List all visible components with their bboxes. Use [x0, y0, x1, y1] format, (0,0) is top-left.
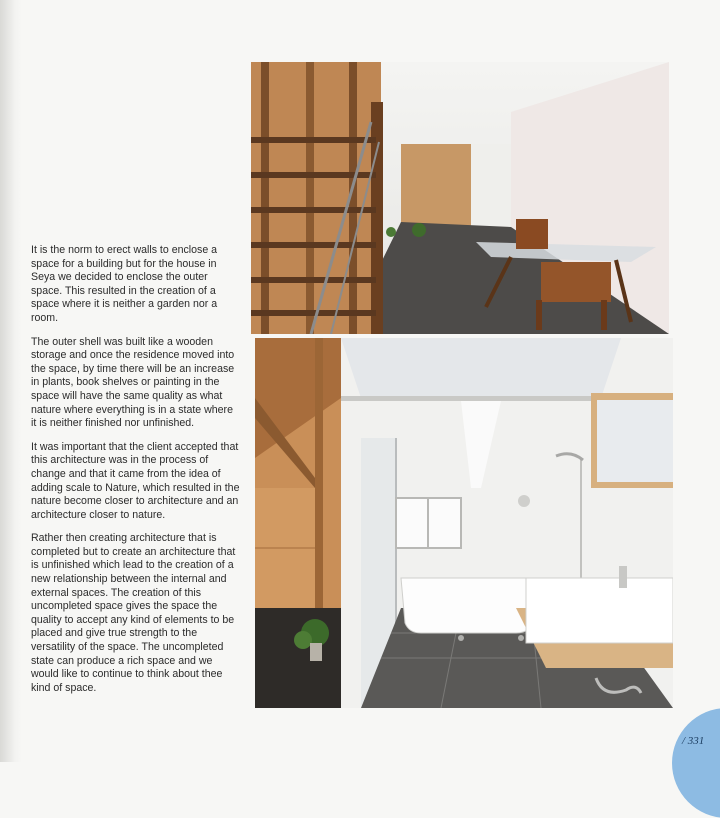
page-corner-tab: [672, 708, 720, 818]
photo-dining-interior: [251, 62, 669, 334]
photo-plywood-wall: [255, 338, 341, 708]
page-number: / 331: [682, 735, 705, 747]
photo-bathroom: [341, 338, 673, 708]
paragraph-1: It is the norm to erect walls to enclose a space for a building but for the house in Seya we decided to enclose the outer space. This resulted in the creation of a space where it is neither a garden nor a room.: [31, 244, 218, 324]
book-gutter-shadow: [0, 0, 22, 762]
paragraph-3: It was important that the client accepted that this architecture was in the process of change and that it came from the idea of adding scale to Nature, which resulted in the nature become closer to architecture and an architecture closer to nature.: [31, 440, 240, 521]
paragraph-2: The outer shell was built like a wooden storage and once the residence moved into the space, by time there will be an increase in plants, book shelves or painting in the space will have the same quality as what nature where everything is in a state where it is neither finished nor unfinished.: [31, 335, 235, 430]
body-text-column: [31, 244, 240, 705]
paragraph-4: Rather then creating architecture that is completed but to create an architecture that is unfinished which lead to the creation of a new relationship between the internal and external spaces. The creation of this uncompleted space gives the space the quality to accept any kind of elements to be placed and give true strength to the versatility of the space. The uncompleted state can produce a rich space and we would like to continue to think about thee kind of space.: [31, 532, 236, 694]
